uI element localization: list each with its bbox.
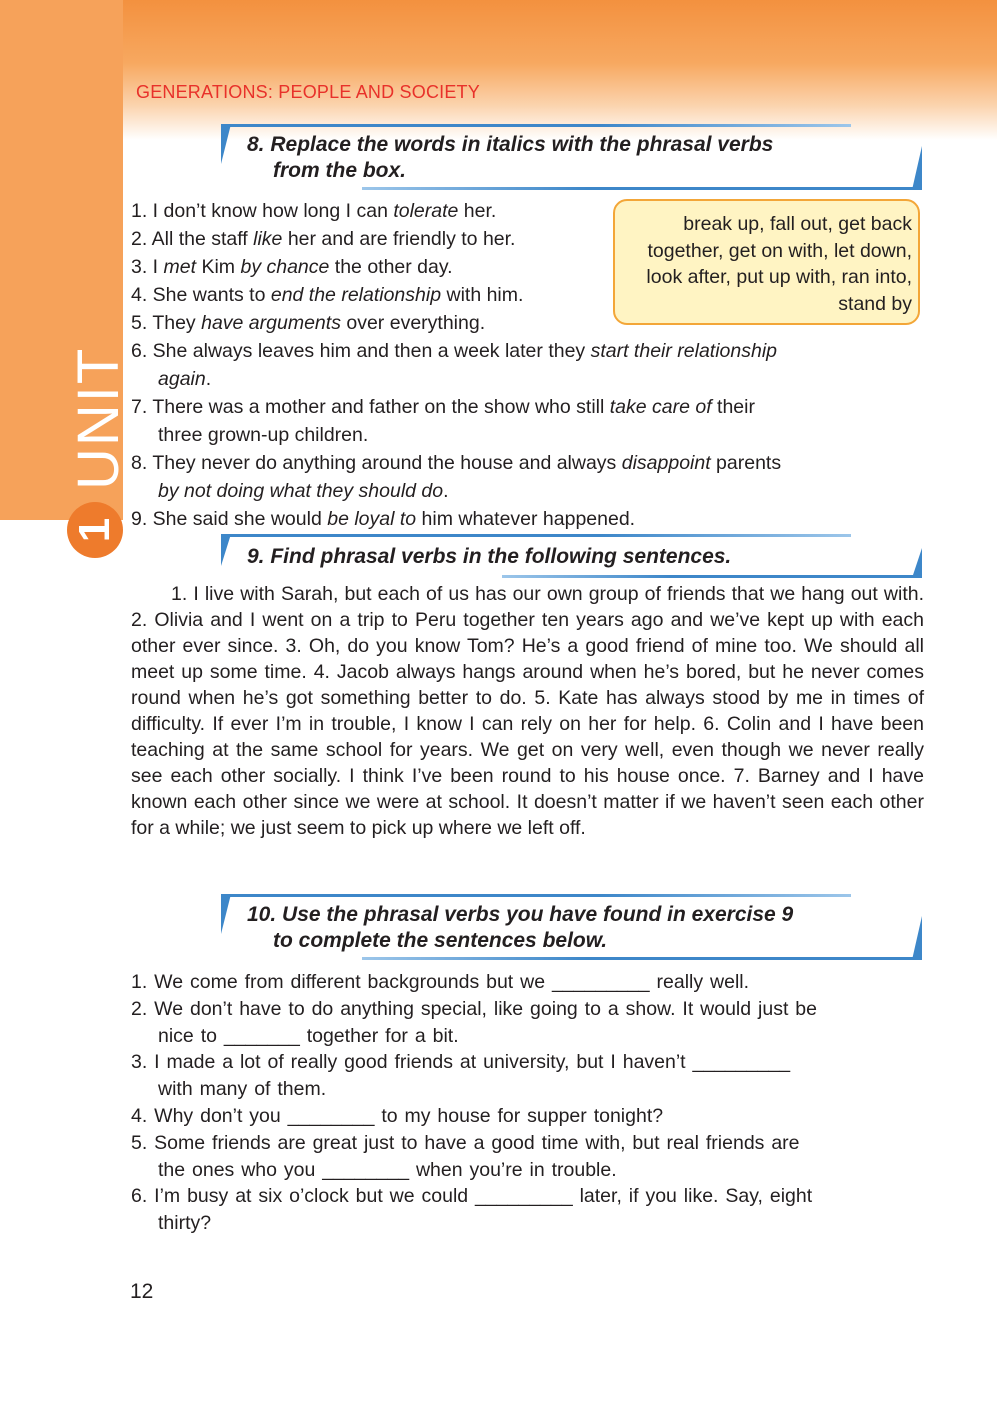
exercise-10-title: 10. Use the phrasal verbs you have found in exercise 9 to complete the sentences below. <box>247 903 794 952</box>
list-item: 5. They have arguments over everything. <box>131 312 486 334</box>
unit-label: UNIT <box>66 346 131 490</box>
unit-number: 1 <box>70 517 119 543</box>
list-item: 8. They never do anything around the house and always disappoint parents by not doing what they should do. <box>131 452 782 502</box>
exercise-8-title: 8. Replace the words in italics with the phrasal verbs from the box. <box>247 133 774 182</box>
list-item: 6. I’m busy at six o’clock but we could _________ later, if you like. Say, eight thirty? <box>131 1185 813 1234</box>
exercise-10-heading <box>221 894 922 960</box>
list-item: 3. I met Kim by chance the other day. <box>131 256 453 278</box>
exercise-10-list <box>131 968 924 1236</box>
exercise-9-paragraph: 1. I live with Sarah, but each of us has our own group of friends that we hang out with. 2. Olivia and I went on a trip to Peru together ten years ago and we’ve kept up with each other ever since. 3. Oh, do you know Tom? He’s a good friend of mine too. We should all meet up some time. 4. Jacob always hangs around when he’s bored, but he never comes round when he’s got something better to do. 5. Kate has always stood by me in times of difficulty. If ever I’m in trouble, I know I can rely on her for help. 6. Colin and I have been teaching at the same school for years. We get on very well, even though we never really see each other socially. I think I’ve been round to his house once. 7. Barney and I have known each other since we were at school. It doesn’t matter if we haven’t seen each other for a while; we just seem to pick up where we left off. <box>131 583 924 839</box>
header-band <box>0 0 997 140</box>
exercise-8-list <box>131 197 931 533</box>
list-item: 7. There was a mother and father on the show who still take care of their three grown-up children. <box>131 396 755 446</box>
list-item: 2. We don’t have to do anything special, like going to a show. It would just be nice to _______ together for a bit. <box>131 998 817 1047</box>
unit-label-wrap <box>66 340 131 490</box>
list-item: 2. All the staff like her and are friendly to her. <box>131 228 516 250</box>
phrasal-verbs-list: break up, fall out, get back together, get on with, let down, look after, put up with, ran into, stand by <box>646 213 912 315</box>
list-item: 4. Why don’t you ________ to my house for supper tonight? <box>131 1105 664 1127</box>
exercise-8-heading <box>221 124 922 190</box>
list-item: 5. Some friends are great just to have a good time with, but real friends are the ones who you ________ when you’re in trouble. <box>131 1132 800 1181</box>
exercise-9-heading <box>221 534 922 578</box>
list-item: 1. We come from different backgrounds but we _________ really well. <box>131 971 750 993</box>
exercise-9-title: 9. Find phrasal verbs in the following sentences. <box>247 545 732 568</box>
list-item: 9. She said she would be loyal to him whatever happened. <box>131 508 636 530</box>
list-item: 6. She always leaves him and then a week later they start their relationship again. <box>131 340 778 390</box>
list-item: 3. I made a lot of really good friends at university, but I haven’t _________ with many of them. <box>131 1051 791 1100</box>
list-item: 1. I don’t know how long I can tolerate her. <box>131 200 497 222</box>
list-item: 4. She wants to end the relationship with him. <box>131 284 524 306</box>
section-title: GENERATIONS: PEOPLE AND SOCIETY <box>136 82 480 102</box>
page-number: 12 <box>130 1280 154 1303</box>
